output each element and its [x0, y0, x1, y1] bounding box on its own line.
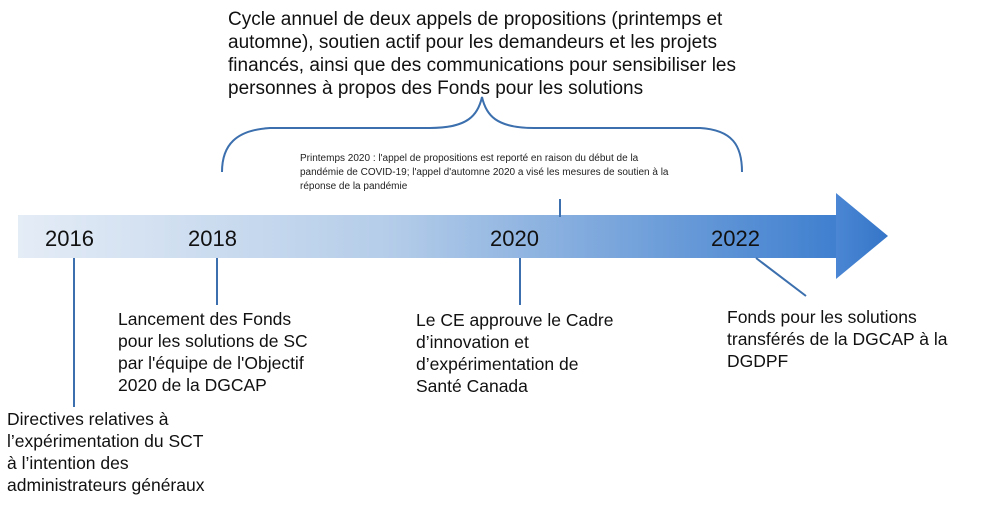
year-2020: 2020: [490, 226, 539, 251]
event-transfer: Fonds pour les solutions transférés de la DGCAP à la DGDPF: [727, 307, 948, 371]
event-directives: Directives relatives à l’expérimentation du SCT à l’intention des administrateurs généraux: [7, 409, 205, 495]
event-launch: Lancement des Fonds pour les solutions de SC par l'équipe de l'Objectif 2020 de la DGCAP: [118, 309, 308, 395]
cycle-description: Cycle annuel de deux appels de propositions (printemps et automne), soutien actif pour les demandeurs et les projets financés, ainsi que des communications pour sensibiliser les personnes à propos des Fonds pour les solutions: [228, 9, 736, 99]
covid-note: Printemps 2020 : l'appel de propositions est reporté en raison du début de la pandémie de COVID-19; l'appel d'automne 2020 a visé les mesures de soutien à la réponse de la pandémie: [300, 153, 669, 192]
year-2016: 2016: [45, 226, 94, 251]
event-framework: Le CE approuve le Cadre d’innovation et d’expérimentation de Santé Canada: [416, 310, 614, 396]
timeline-arrowhead: [836, 193, 888, 279]
year-2018: 2018: [188, 226, 237, 251]
year-2022: 2022: [711, 226, 760, 251]
connector-2022: [756, 258, 806, 296]
